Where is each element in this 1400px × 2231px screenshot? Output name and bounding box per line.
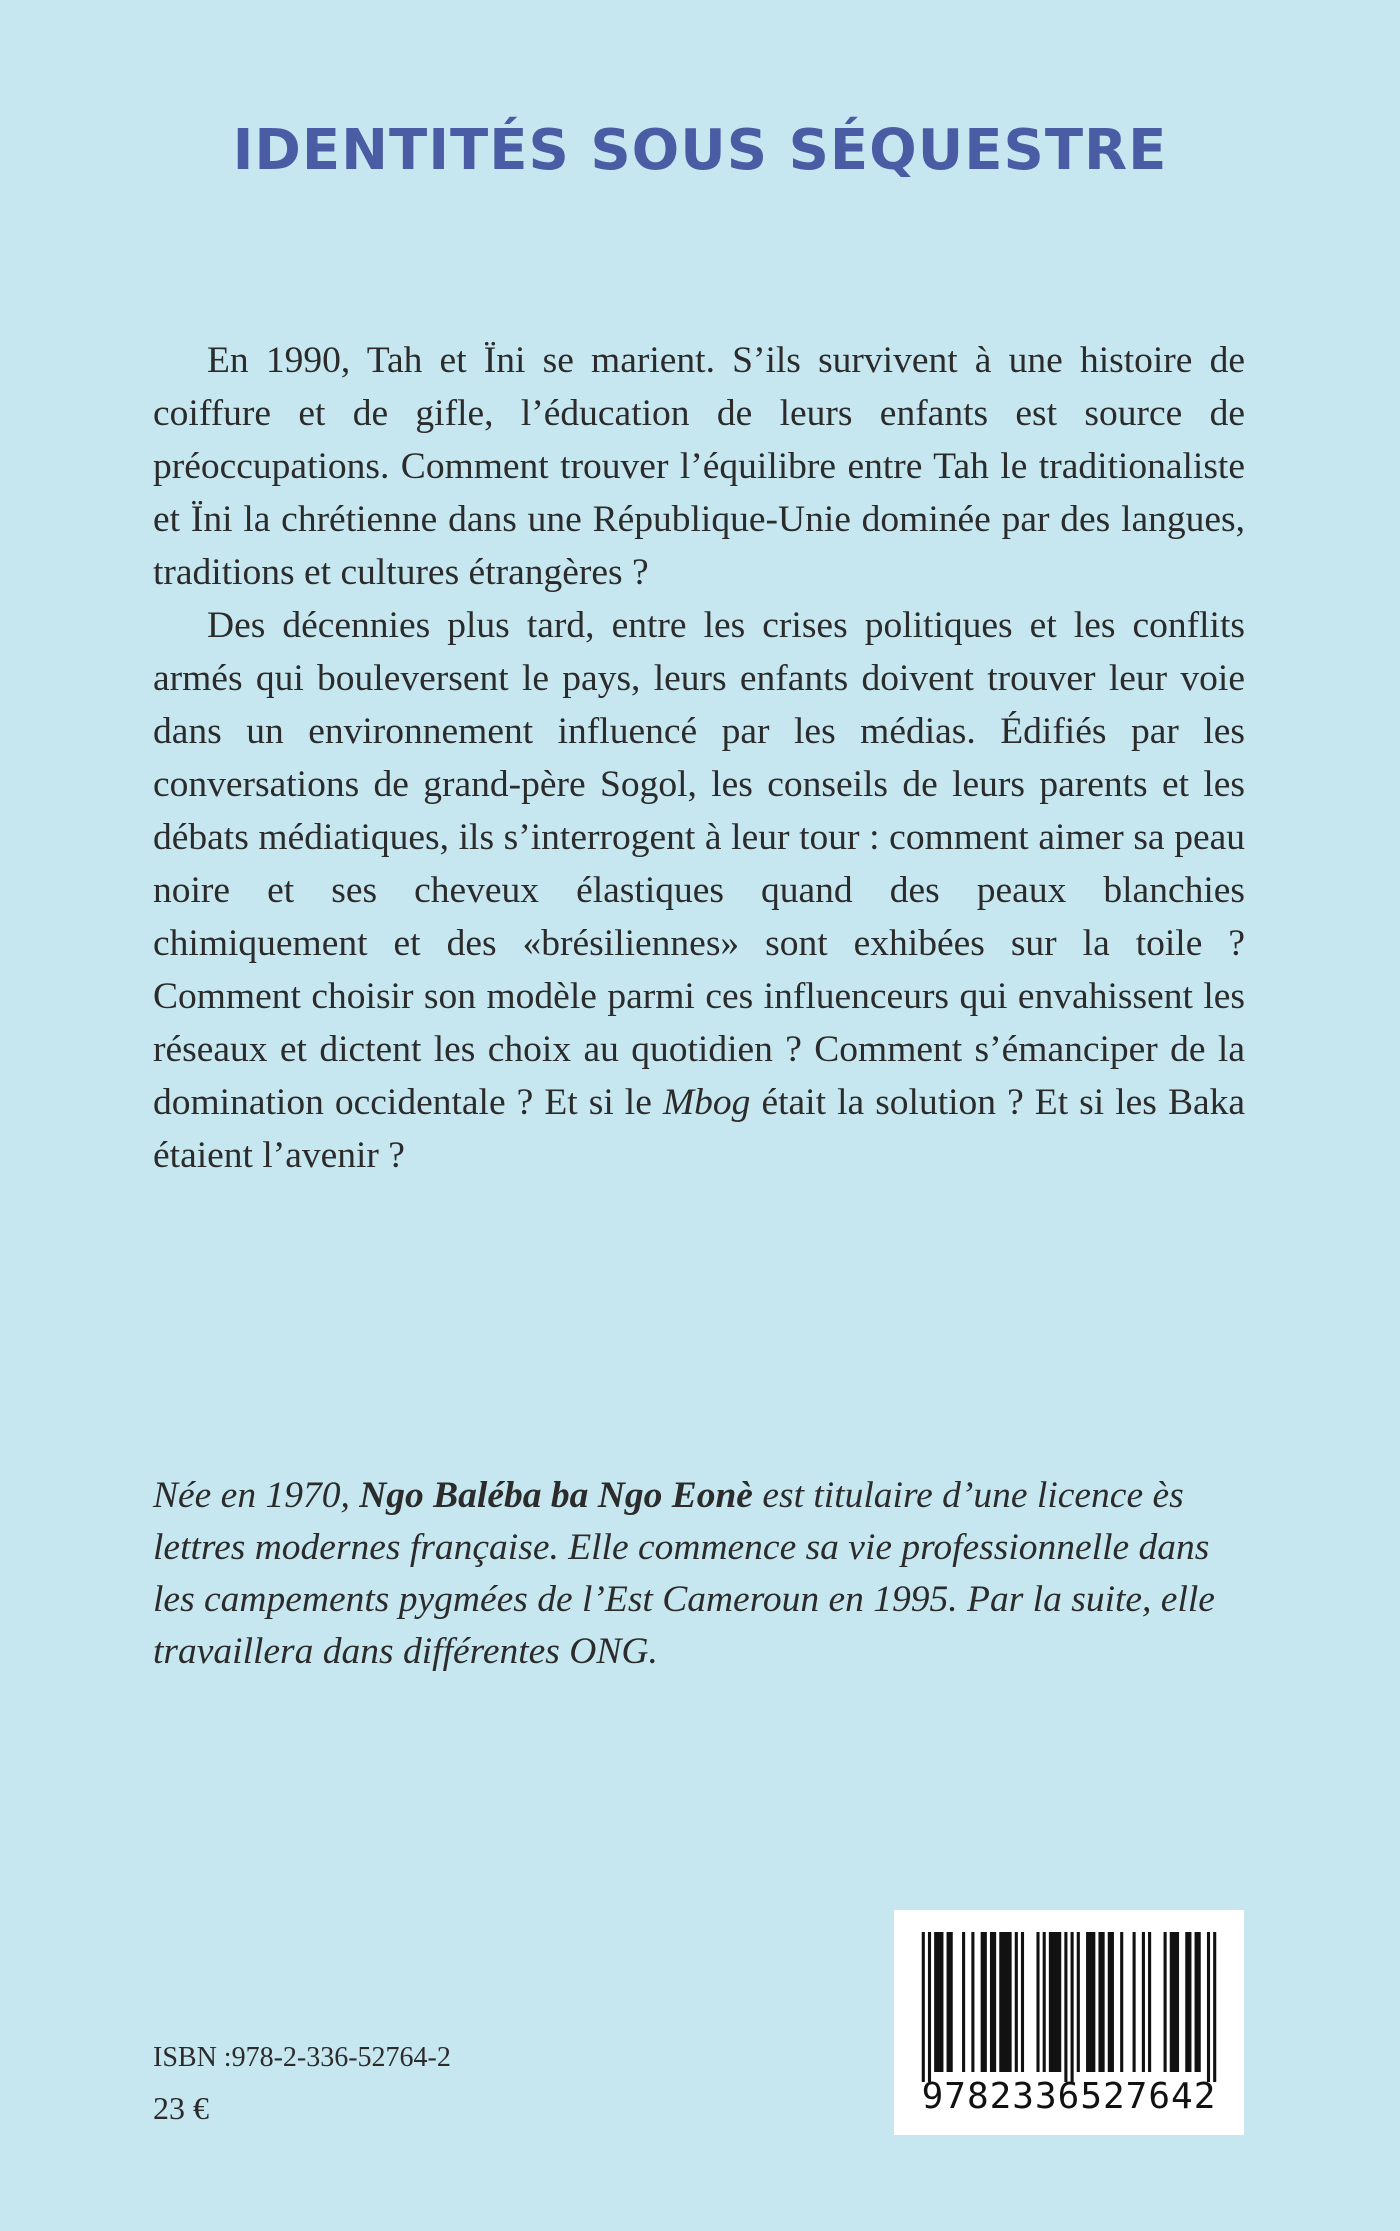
bio-text: est titulaire d’une licence ès lettres modernes française. Elle commence sa vie professionnelle dans les campements pygmées de l’Est Cameroun en 1995. Par la suite, elle travaillera dans différentes ONG. [153,1475,1215,1672]
barcode-bar [990,1932,996,2072]
barcode-bar [922,1932,925,2082]
barcode-bar [1021,1932,1024,2072]
barcode-bar [962,1932,965,2072]
barcode-bar [981,1932,987,2072]
summary-emphasis-mbog: Mbog [662,1082,751,1123]
barcode-bar [1015,1932,1018,2072]
barcode-bar [1120,1932,1123,2072]
barcode-bar [1142,1932,1145,2072]
barcode-bar [1185,1932,1191,2072]
back-cover-summary [153,334,1245,1182]
barcode-bar [1086,1932,1095,2072]
price-label: 23 € [153,2090,209,2126]
barcode-bar [1170,1932,1179,2072]
barcode-bar [1043,1932,1046,2072]
summary-paragraph-2-end: était la solution ? Et si les Baka étaient l’avenir ? [153,1082,1245,1176]
barcode-bar [999,1932,1011,2072]
barcode-bar [1071,1932,1074,2082]
barcode-bar [1049,1932,1061,2072]
barcode-bar [1077,1932,1080,2072]
barcode-bar [1213,1932,1216,2082]
summary-paragraph-1: En 1990, Tah et Ïni se marient. S’ils survivent à une histoire de coiffure et de gifle, l’éducation de leurs enfants est source de préoccupations. Comment trouver l’équilibre entre Tah le traditionaliste et Ïni la chrétienne dans une République-Unie dominée par des langues, traditions et cultures étrangères ? [153,340,1245,593]
bio-intro: Née en 1970, [153,1475,360,1516]
summary-paragraph-2-text: Des décennies plus tard, entre les crises politiques et les conflits armés qui bouleversent le pays, leurs enfants doivent trouver leur voie dans un environnement influencé par les médias. Édifiés par les conversations de grand-père Sogol, les conseils de leurs parents et les débats médiatiques, ils s’interrogent à leur tour : comment aimer sa peau noire et ses cheveux élastiques quand des peaux blanchies chimiquement et des «brésiliennes» sont exhibées sur la toile ? Comment choisir son modèle parmi ces influenceurs qui envahissent les réseaux et dictent les choix au quotidien ? Comment s’émanciper de la domination occidentale ? Et si le [153,605,1245,1123]
barcode-bar [947,1932,953,2072]
summary-paragraph-2 [153,599,1245,1182]
barcode [894,1910,1244,2135]
author-name: Ngo Baléba ba Ngo Eonè [359,1475,753,1516]
book-title: IDENTITÉS SOUS SÉQUESTRE [232,118,1168,183]
barcode-bar [1133,1932,1136,2072]
barcode-bar [1148,1932,1151,2072]
barcode-bar [1064,1932,1067,2082]
isbn-label: ISBN :978-2-336-52764-2 [153,2042,451,2073]
barcode-bar [1164,1932,1167,2072]
barcode-bar [1036,1932,1039,2072]
barcode-bar [1195,1932,1201,2072]
barcode-bar [934,1932,943,2072]
barcode-bar [1207,1932,1210,2082]
barcode-digits: 9782336527642 [921,2076,1217,2117]
barcode-bar [971,1932,974,2072]
author-bio [153,1470,1245,1678]
barcode-bar [1098,1932,1104,2072]
barcode-bar [928,1932,931,2082]
barcode-bar [1108,1932,1114,2072]
